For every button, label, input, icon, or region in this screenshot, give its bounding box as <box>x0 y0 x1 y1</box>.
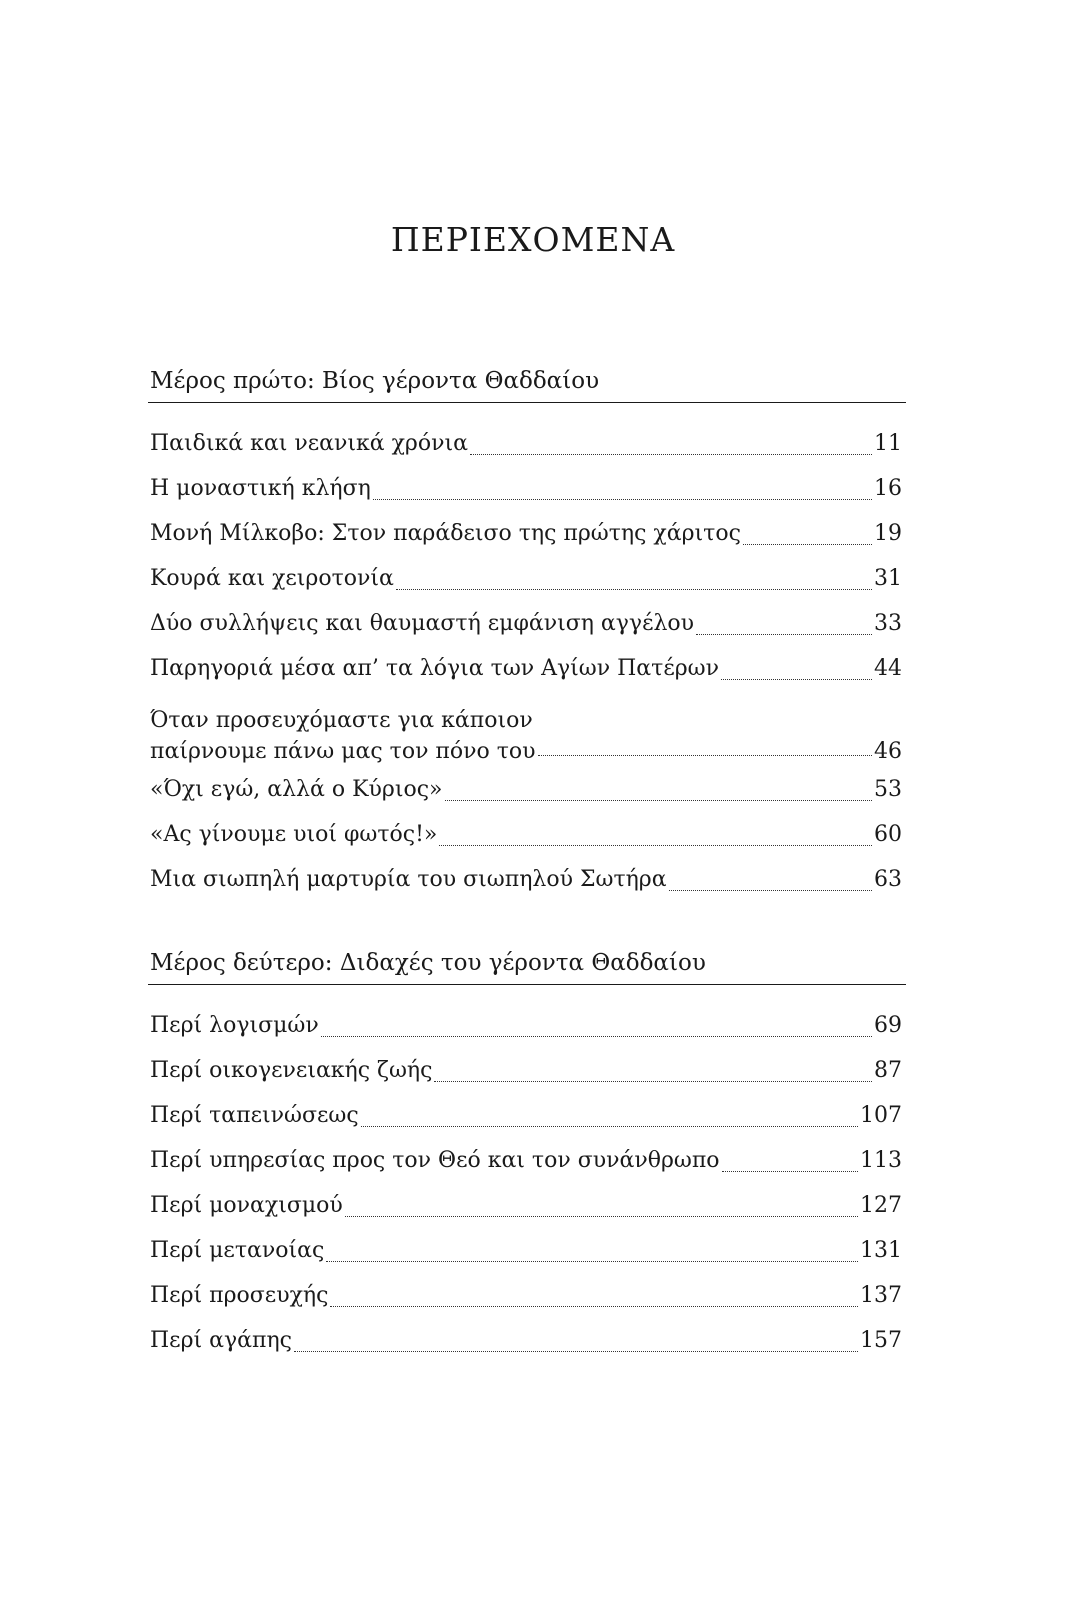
toc-entry-page: 137 <box>860 1283 902 1308</box>
toc-entry-page: 63 <box>874 867 902 892</box>
dot-leader <box>743 543 872 545</box>
toc-entry-title: Περί οικογενειακής ζωής <box>150 1058 433 1083</box>
dot-leader <box>721 678 872 680</box>
toc-entry-title: Δύο συλλήψεις και θαυμαστή εμφάνιση αγγέλου <box>150 611 695 636</box>
dot-leader <box>326 1260 858 1262</box>
dot-leader <box>373 498 872 500</box>
toc-entry-title: Μια σιωπηλή μαρτυρία του σιωπηλού Σωτήρα <box>150 867 667 892</box>
toc-entry <box>148 1318 906 1363</box>
toc-entry-title: Περί μετανοίας <box>150 1238 325 1263</box>
dot-leader <box>321 1035 872 1037</box>
toc-entry-page: 33 <box>874 611 902 636</box>
toc-entry <box>148 1003 906 1048</box>
toc-entry-page: 19 <box>874 521 902 546</box>
toc-entry-page: 44 <box>874 656 902 681</box>
toc-entry-page: 131 <box>860 1238 902 1263</box>
toc-entry <box>148 511 906 556</box>
toc-entry-title: «Ας γίνουμε υιοί φωτός!» <box>150 822 438 847</box>
toc-entry-page: 107 <box>860 1103 902 1128</box>
toc-entry-page: 157 <box>860 1328 902 1353</box>
toc-entry <box>148 1228 906 1273</box>
toc-entry-page: 127 <box>860 1193 902 1218</box>
section-heading: Μέρος δεύτερο: Διδαχές του γέροντα Θαδδαίου <box>148 948 906 985</box>
toc-entry-title: Περί αγάπης <box>150 1328 292 1353</box>
toc-entry-title: Κουρά και χειροτονία <box>150 566 394 591</box>
toc-entry-title: Παιδικά και νεανικά χρόνια <box>150 431 468 456</box>
dot-leader <box>330 1305 858 1307</box>
dot-leader <box>434 1080 872 1082</box>
dot-leader <box>669 889 872 891</box>
toc-entry-page: 53 <box>874 777 902 802</box>
toc-entry <box>148 812 906 857</box>
toc-entry-title: Περί λογισμών <box>150 1013 319 1038</box>
toc-entry-title: Όταν προσευχόμαστε για κάποιον παίρνουμε πάνω μας τον πόνο του <box>150 708 536 764</box>
dot-leader <box>439 844 872 846</box>
toc-part-two <box>148 948 906 1363</box>
toc-entry-page: 60 <box>874 822 902 847</box>
toc-entry-page: 16 <box>874 476 902 501</box>
toc-entry-title: Η μοναστική κλήση <box>150 476 371 501</box>
toc-entry-title: Περί υπηρεσίας προς τον Θεό και τον συνάνθρωπο <box>150 1148 720 1173</box>
toc-entry <box>148 1273 906 1318</box>
toc-entry-title: Περί προσευχής <box>150 1283 329 1308</box>
toc-entry-title: Περί μοναχισμού <box>150 1193 343 1218</box>
toc-entry-title: «Όχι εγώ, αλλά ο Κύριος» <box>150 777 443 802</box>
toc-entry-page: 113 <box>860 1148 902 1173</box>
toc-entry <box>148 601 906 646</box>
toc-entry-page: 87 <box>874 1058 902 1083</box>
toc-entry-page: 69 <box>874 1013 902 1038</box>
toc-entry-title: Περί ταπεινώσεως <box>150 1103 359 1128</box>
toc-list <box>148 421 906 902</box>
toc-entry <box>148 1183 906 1228</box>
dot-leader <box>396 588 872 590</box>
toc-entry <box>148 691 906 767</box>
dot-leader <box>345 1215 858 1217</box>
toc-entry <box>148 857 906 902</box>
toc-entry <box>148 1093 906 1138</box>
toc-entry-page: 46 <box>874 739 902 764</box>
toc-entry <box>148 466 906 511</box>
toc-entry <box>148 1138 906 1183</box>
toc-entry-page: 11 <box>874 431 902 456</box>
toc-entry <box>148 421 906 466</box>
toc-entry <box>148 767 906 812</box>
dot-leader <box>361 1125 858 1127</box>
toc-part-one <box>148 366 906 902</box>
dot-leader <box>470 453 872 455</box>
toc-entry-title: Παρηγοριά μέσα απ’ τα λόγια των Αγίων Πατέρων <box>150 656 719 681</box>
toc-entry <box>148 646 906 691</box>
toc-entry <box>148 1048 906 1093</box>
section-heading: Μέρος πρώτο: Βίος γέροντα Θαδδαίου <box>148 366 906 403</box>
toc-entry-page: 31 <box>874 566 902 591</box>
toc-list <box>148 1003 906 1363</box>
dot-leader <box>294 1350 858 1352</box>
page-title: ΠΕΡΙΕΧΟΜΕΝΑ <box>390 220 676 259</box>
dot-leader <box>445 799 873 801</box>
dot-leader <box>696 633 872 635</box>
dot-leader <box>538 754 872 756</box>
toc-entry <box>148 556 906 601</box>
dot-leader <box>722 1170 858 1172</box>
toc-entry-title: Μονή Μίλκοβο: Στον παράδεισο της πρώτης χάριτος <box>150 521 741 546</box>
